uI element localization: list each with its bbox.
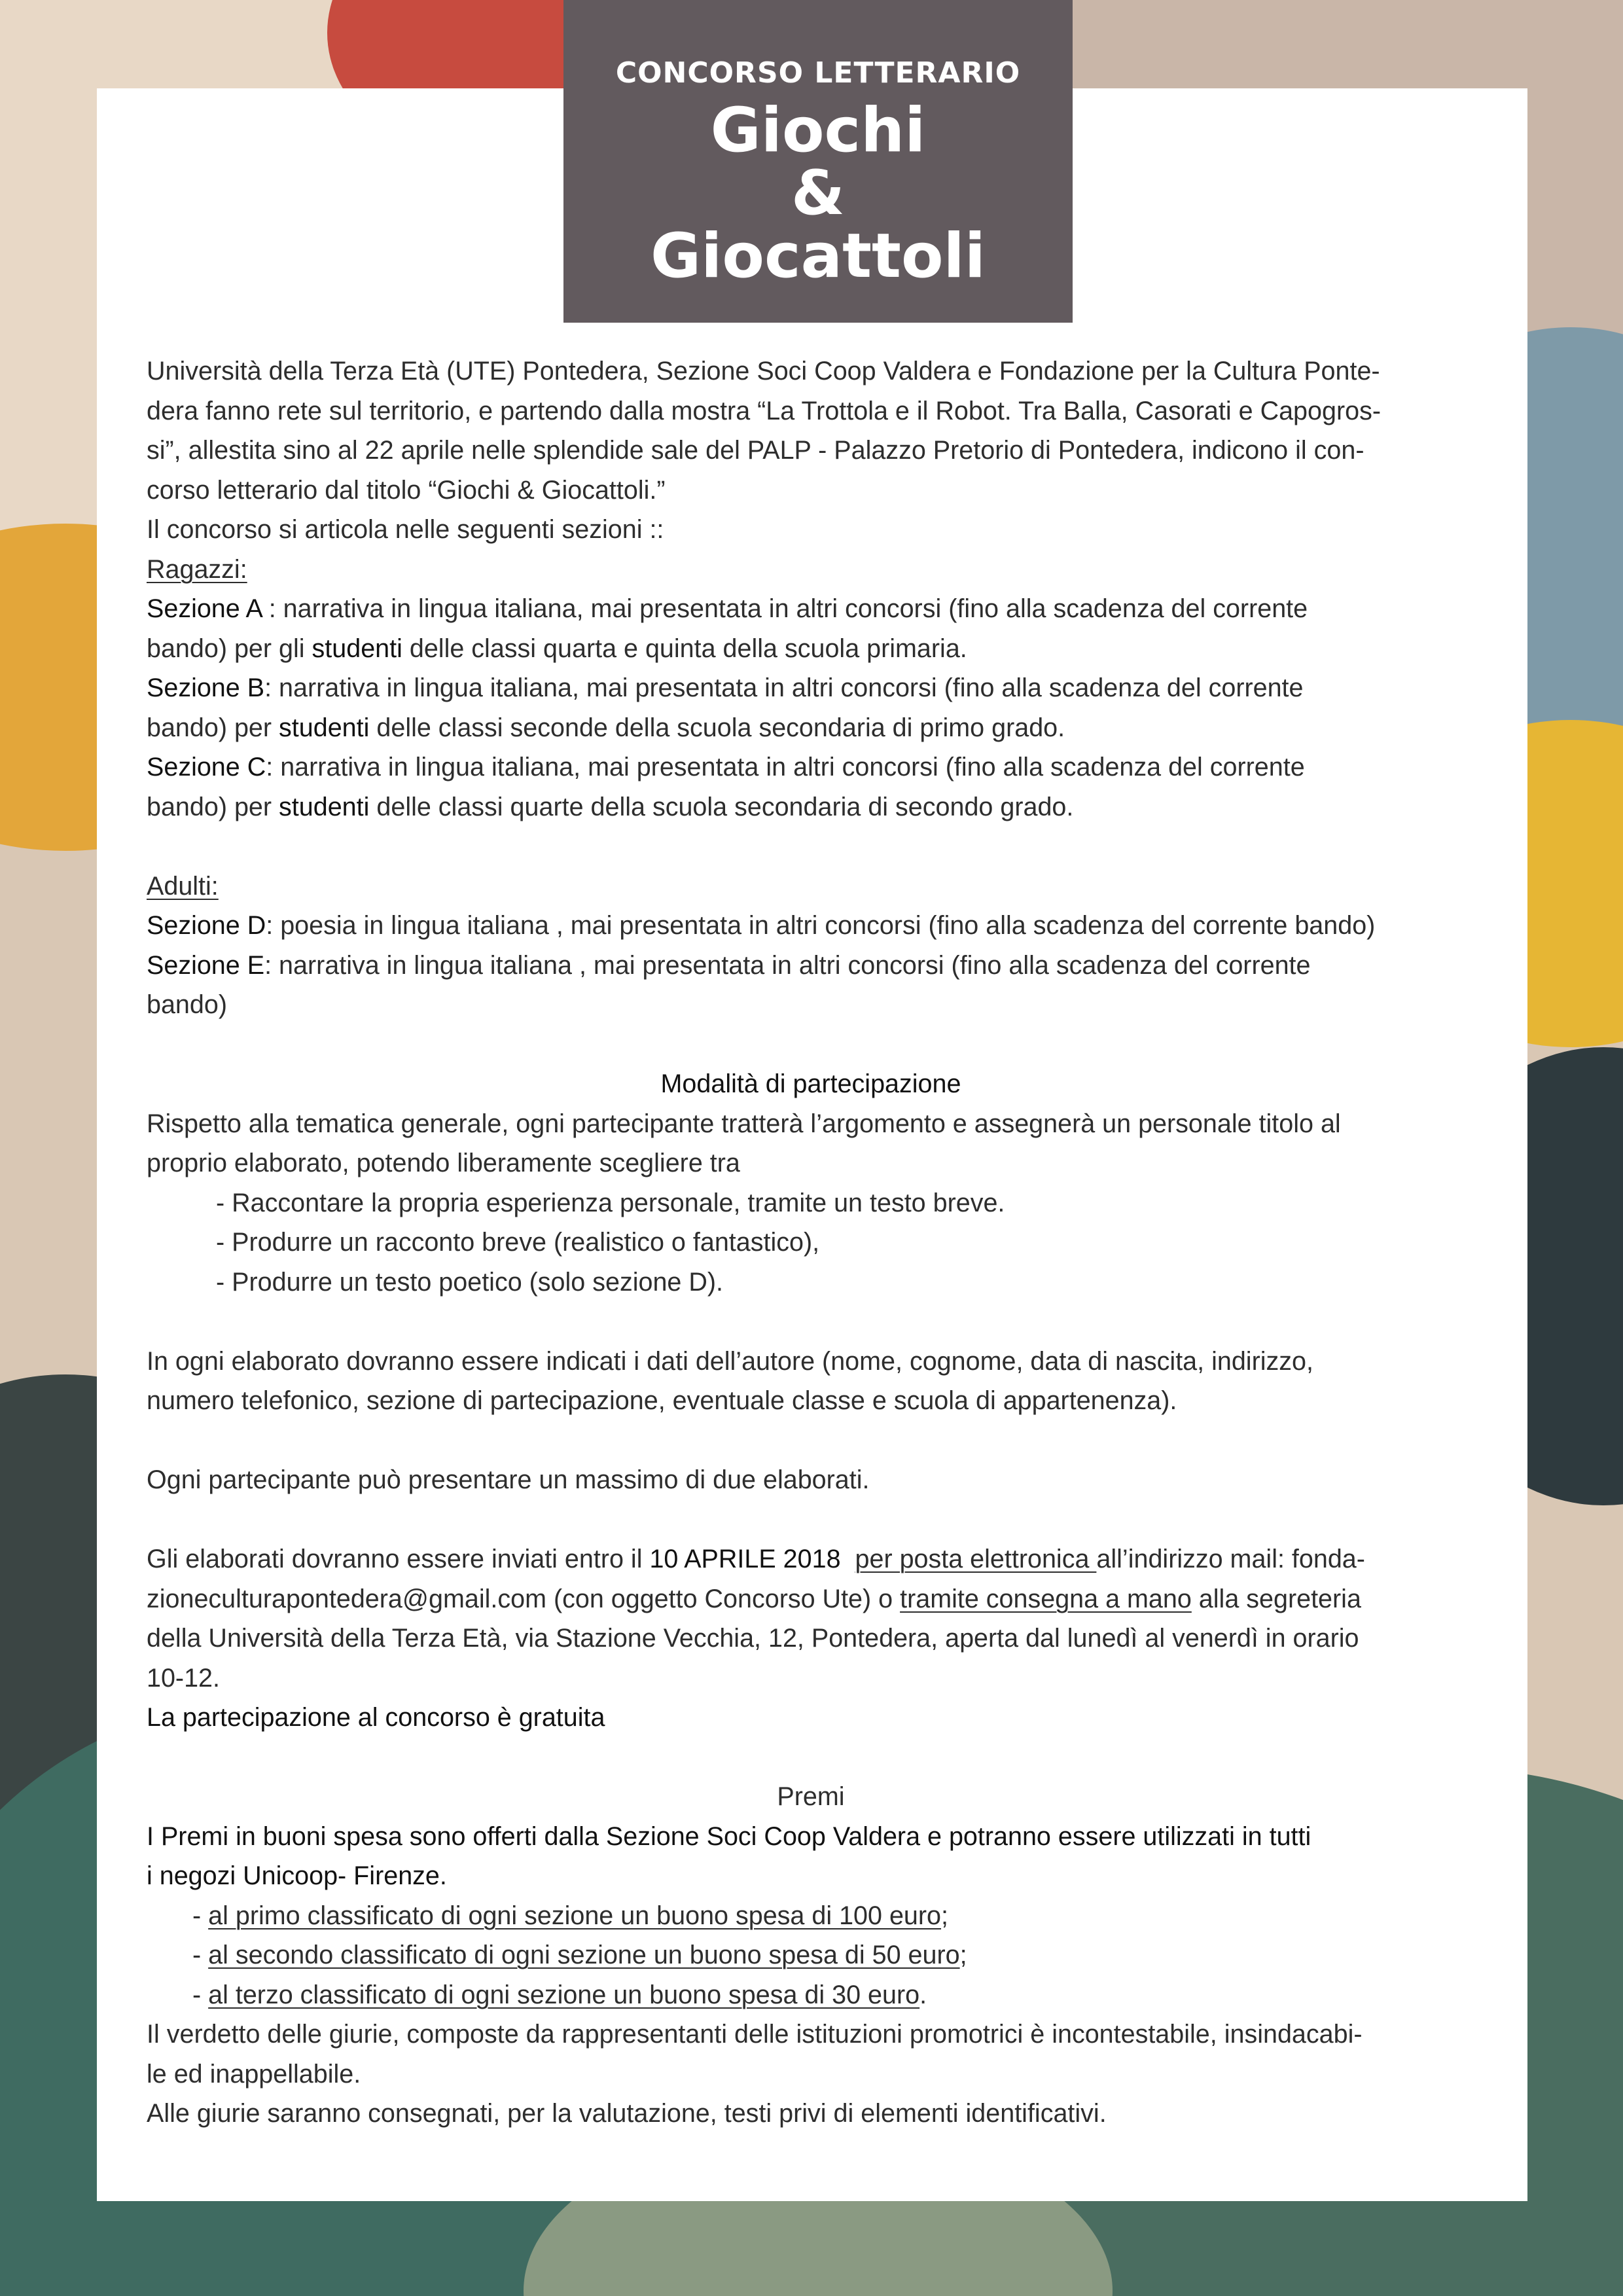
modalita-heading: Modalità di partecipazione: [660, 1069, 961, 1098]
section-label: Sezione B: [147, 673, 265, 702]
intro-line: Il concorso si articola nelle seguenti sezioni ::: [147, 515, 664, 544]
section-label: Sezione C: [147, 753, 266, 781]
invio-line: 10-12.: [147, 1663, 221, 1693]
section-b: Sezione B: narrativa in lingua italiana, mai presentata in altri concorsi (fino alla scadenza del corrente: [147, 673, 1304, 702]
deadline-date: 10 APRILE 2018: [649, 1545, 841, 1573]
section-label: Sezione A: [147, 594, 262, 623]
notice-body: Università della Terza Età (UTE) Pontedera, Sezione Soci Coop Valdera e Fondazione per la Cultura Ponte- dera fanno rete sul territorio, e partendo dalla mostra “La Trottola e il Robot. Tra Balla, Casorati e Capogros- si”, allestita sino al 22 aprile nelle splendide sale del PALP - Palazzo Pretorio di Pontedera, indicono il con- corso letterario dal titolo “Giochi & Giocattoli.” Il concorso si articola nelle seguenti sezioni :: Ragazzi: Sezione A : narrativa in lingua italiana, mai presentata in altri concorsi (fino alla scadenza del corrente bando) per gli studenti delle classi quarta e quinta della scuola primaria. Sezione B: narrativa in lingua italiana, mai presentata in altri concorsi (fino alla scadenza del corrente bando) per studenti delle classi seconde della scuola secondaria di primo grado. Sezione C: narrativa in lingua italiana, mai presentata in altri concorsi (fino alla scadenza del corrente bando) per studenti delle classi quarte della scuola secondaria di secondo grado. Adulti: Sezione D: poesia in lingua italiana , mai presentata in altri concorsi (fino alla scadenza del corrente bando) Sezione E: narrativa in lingua italiana , mai presentata in altri concorsi (fino alla scadenza del corrente bando) Modalità di partecipazione Rispetto alla tematica generale, ogni partecipante tratterà l’argomento e assegnerà un personale titolo al proprio elaborato, potendo liberamente scegliere tra - Raccontare la propria esperienza personale, tramite un testo breve. - Produrre un racconto breve (realistico o fantastico), - Produrre un testo poetico (solo sezione D). In ogni elaborato dovranno essere indicati i dati dell’autore (nome, cognome, data di nascita, indirizzo, numero telefonico, sezione di partecipazione, eventuale classe e scuola di appartenenza). Ogni partecipante può presentare un massimo di due elaborati. Gli elaborati dovranno essere inviati entro il 10 APRILE 2018 per posta elettronica all’indirizzo mail: fonda- zioneculturapontedera@gmail.com (con oggetto Concorso Ute) o tramite consegna a mano alla segreteria della Università della Terza Età, via Stazione Vecchia, 12, Pontedera, aperta dal lunedì al venerdì in orario 10-12. La partecipazione al concorso è gratuita Premi I Premi in buoni spesa sono offerti dalla Sezione Soci Coop Valdera e potranno essere utilizzati in tutti i negozi Unicoop- Firenze. - al primo classificato di ogni sezione un buono spesa di 100 euro; - al secondo classificato di ogni sezione un buono spesa di 50 euro; - al terzo classificato di ogni sezione un buono spesa di 30 euro. Il verdetto delle giurie, composte da rappresentanti delle istituzioni promotrici è incontestabile, insindacabi- le ed inappellabile. Alle giurie saranno consegnati, per la valutazione, testi privi di elementi identificativi.: [147, 351, 1475, 2134]
prize-item: - al terzo classificato di ogni sezione un buono spesa di 30 euro.: [192, 1980, 927, 2009]
ragazzi-heading: Ragazzi:: [147, 554, 247, 584]
title-kicker: CONCORSO LETTERARIO: [615, 56, 1021, 90]
section-label: Sezione D: [147, 911, 266, 940]
verdetto-line: Alle giurie saranno consegnati, per la valutazione, testi privi di elementi identificativi.: [147, 2099, 1107, 2128]
modalita-line: Rispetto alla tematica generale, ogni partecipante tratterà l’argomento e assegnerà un personale titolo al: [147, 1109, 1341, 1138]
section-c: Sezione C: narrativa in lingua italiana, mai presentata in altri concorsi (fino alla scadenza del corrente: [147, 753, 1305, 781]
dati-line: numero telefonico, sezione di partecipazione, eventuale classe e scuola di appartenenza).: [147, 1386, 1177, 1415]
premi-heading: Premi: [777, 1782, 845, 1811]
title-banner: [563, 0, 1073, 323]
option-item: - Raccontare la propria esperienza personale, tramite un testo breve.: [216, 1188, 1005, 1217]
intro-line: dera fanno rete sul territorio, e partendo dalla mostra “La Trottola e il Robot. Tra Balla, Casorati e Capogros-: [147, 396, 1381, 425]
verdetto-line: Il verdetto delle giurie, composte da rappresentanti delle istituzioni promotrici è incontestabile, insindacabi-: [147, 2020, 1363, 2049]
intro-line: si”, allestita sino al 22 aprile nelle splendide sale del PALP - Palazzo Pretorio di Pontedera, indicono il con-: [147, 436, 1364, 465]
title-line-1: Giochi: [710, 95, 926, 166]
section-d: Sezione D: poesia in lingua italiana , mai presentata in altri concorsi (fino alla scadenza del corrente bando): [147, 911, 1376, 940]
gratuita-line: La partecipazione al concorso è gratuita: [147, 1703, 605, 1732]
massimo-line: Ogni partecipante può presentare un massimo di due elaborati.: [147, 1465, 870, 1494]
prize-item: - al primo classificato di ogni sezione un buono spesa di 100 euro;: [192, 1901, 948, 1930]
section-e: Sezione E: narrativa in lingua italiana , mai presentata in altri concorsi (fino alla scadenza del corrente: [147, 950, 1311, 980]
section-label: Sezione E: [147, 950, 265, 980]
title-main: [563, 95, 1073, 292]
prize-item: - al secondo classificato di ogni sezione un buono spesa di 50 euro;: [192, 1941, 967, 1969]
option-item: - Produrre un racconto breve (realistico o fantastico),: [216, 1228, 820, 1257]
intro-line: Università della Terza Età (UTE) Pontedera, Sezione Soci Coop Valdera e Fondazione per la Cultura Ponte-: [147, 357, 1380, 386]
invio-line: Gli elaborati dovranno essere inviati entro il 10 APRILE 2018 per posta elettronica all’indirizzo mail: fonda-: [147, 1545, 1365, 1573]
invio-line: della Università della Terza Età, via Stazione Vecchia, 12, Pontedera, aperta dal lunedì al venerdì in orario: [147, 1624, 1359, 1653]
adulti-heading: Adulti:: [147, 871, 219, 901]
invio-line: zioneculturapontedera@gmail.com (con oggetto Concorso Ute) o tramite consegna a mano alla segreteria: [147, 1584, 1361, 1613]
dati-line: In ogni elaborato dovranno essere indicati i dati dell’autore (nome, cognome, data di nascita, indirizzo,: [147, 1346, 1313, 1376]
title-line-3: Giocattoli: [651, 221, 986, 292]
modalita-line: proprio elaborato, potendo liberamente scegliere tra: [147, 1149, 740, 1177]
intro-line: corso letterario dal titolo “Giochi & Giocattoli.”: [147, 475, 666, 505]
premi-intro: I Premi in buoni spesa sono offerti dalla Sezione Soci Coop Valdera e potranno essere utilizzati in tutti: [147, 1821, 1311, 1851]
verdetto-line: le ed inappellabile.: [147, 2059, 361, 2089]
option-item: - Produrre un testo poetico (solo sezione D).: [216, 1267, 724, 1297]
section-a: Sezione A : narrativa in lingua italiana, mai presentata in altri concorsi (fino alla scadenza del corrente: [147, 594, 1308, 623]
title-line-2: &: [791, 158, 845, 229]
premi-intro: i negozi Unicoop- Firenze.: [147, 1861, 447, 1890]
email-address: zioneculturapontedera@gmail.com (con oggetto Concorso Ute) o: [147, 1584, 901, 1613]
